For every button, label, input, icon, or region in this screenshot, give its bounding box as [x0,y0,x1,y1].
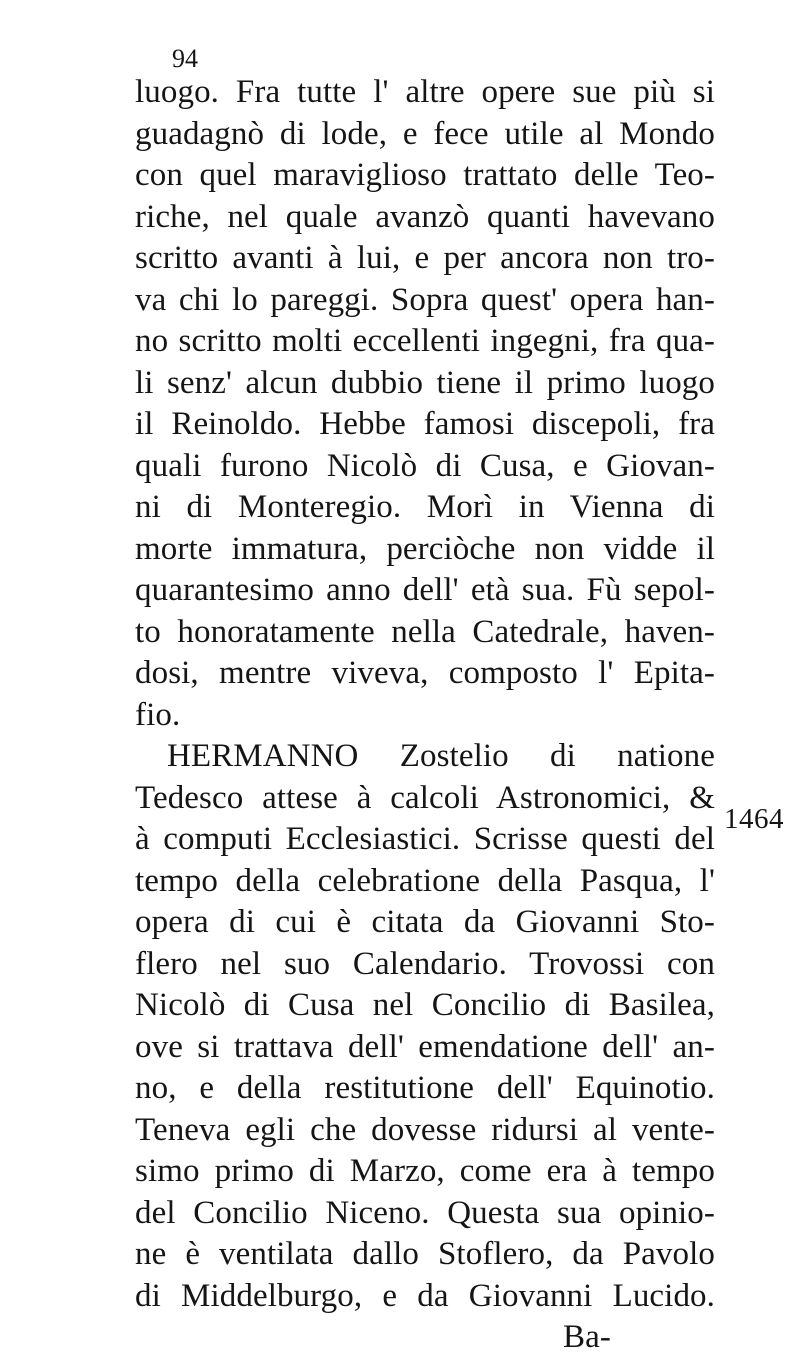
text-line: à computi Ecclesiastici. Scrisse questi del [135,821,715,857]
text-line: scritto avanti à lui, e per ancora non tro- [135,240,715,276]
text-line: to honoratamente nella Catedrale, haven- [135,613,715,650]
catchword: Ba- [563,1319,611,1355]
text-line: HERMANNO Zostelio di natione [167,738,715,774]
text-line: simo primo di Marzo, come era à tempo [135,1153,715,1189]
text-line: Tedesco attese à calcoli Astronomici, & [135,779,715,816]
text-line: luogo. Fra tutte l' altre opere sue più si [135,74,715,110]
text-line: Teneva egli che dovesse ridursi al vente- [135,1111,715,1148]
text-line: tempo della celebratione della Pasqua, l' [135,862,715,899]
text-line: va chi lo pareggi. Sopra quest' opera han- [135,281,715,318]
text-line: fio. [135,696,181,733]
margin-year-note: 1464 [724,803,784,835]
text-line: ni di Monteregio. Morì in Vienna di [135,489,715,525]
text-line: di Middelburgo, e da Giovanni Lucido. [135,1277,715,1314]
text-line: dosi, mentre viveva, composto l' Epita- [135,655,715,691]
text-line: opera di cui è citata da Giovanni Sto- [135,904,715,940]
text-line: quarantesimo anno dell' età sua. Fù sepol- [135,572,715,608]
text-line: quali furono Nicolò di Cusa, e Giovan- [135,447,715,484]
text-line: con quel maraviglioso trattato delle Teo- [135,157,715,193]
text-line: no, e della restitutione dell' Equinotio. [135,1070,715,1106]
page-number: 94 [172,44,198,73]
text-line: riche, nel quale avanzò quanti havevano [135,198,715,235]
text-line: ove si trattava dell' emendatione dell' an- [135,1028,715,1065]
text-line: guadagnò di lode, e fece utile al Mondo [135,115,715,152]
text-line: Nicolò di Cusa nel Concilio di Basilea, [135,987,715,1023]
text-line: del Concilio Niceno. Questa sua opinio- [135,1194,715,1231]
text-line: li senz' alcun dubbio tiene il primo luogo [135,364,715,401]
body-text [135,72,715,1359]
text-line: no scritto molti eccellenti ingegni, fra qua- [135,323,715,359]
text-line: morte immatura, perciòche non vidde il [135,530,715,567]
text-line: ne è ventilata dallo Stoflero, da Pavolo [135,1236,715,1272]
text-line: il Reinoldo. Hebbe famosi discepoli, fra [135,406,715,442]
text-line: flero nel suo Calendario. Trovossi con [135,945,715,982]
